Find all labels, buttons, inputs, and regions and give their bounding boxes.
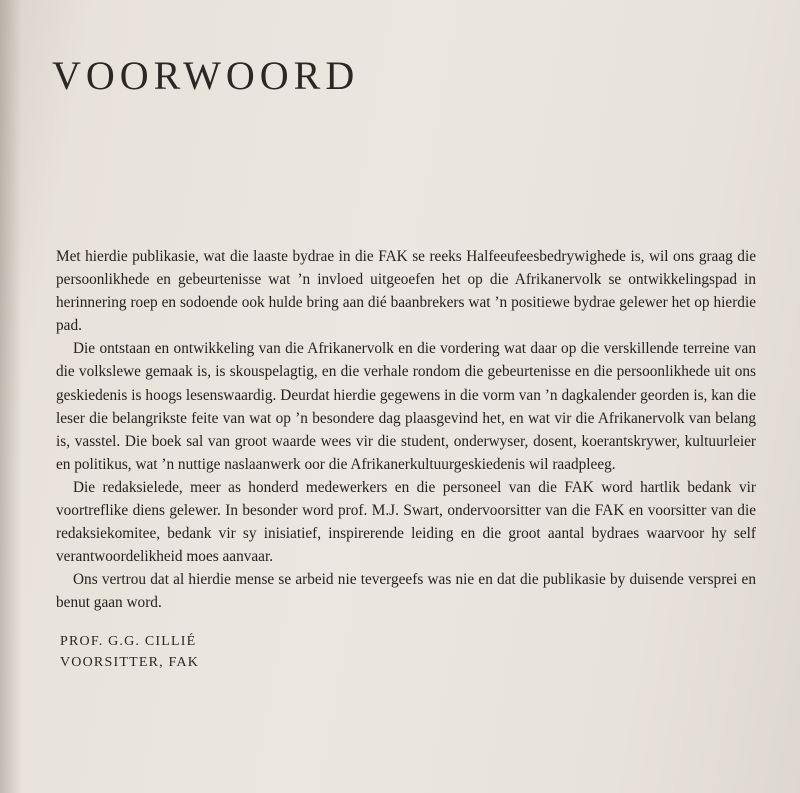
page-title: VOORWOORD <box>52 53 360 98</box>
signature-name: PROF. G.G. CILLIÉ <box>60 634 197 649</box>
paragraph-1: Met hierdie publikasie, wat die laaste bydrae in die FAK se reeks Halfeeufeesbedrywighede is, wil ons graag die persoonlikhede en gebeurtenisse wat ’n invloed uitgeoefen het op die Afrikanervolk se ontwikkelingspad in herinnering roep en sodoende ook hulde bring aan dié baanbrekers wat ’n positiewe bydrae gelewer het op hierdie pad. <box>56 248 756 335</box>
spine-shadow <box>0 0 22 793</box>
paragraph-4: Ons vertrou dat al hierdie mense se arbeid nie tevergeefs was nie en dat die publikasie by duisende versprei en benut gaan word. <box>56 571 756 612</box>
foreword-body <box>56 245 756 615</box>
paragraph-2: Die ontstaan en ontwikkeling van die Afrikanervolk en die vordering wat daar op die verskillende terreine van die volkslewe gemaak is, is skouspelagtig, en die verhale rondom die gebeurtenisse en die persoonlikhede uit ons geskiedenis is hoogs lesenswaardig. Deurdat hierdie gegewens in die vorm van ’n dagkalender georden is, kan die leser die belangrikste feite van wat op ’n besondere dag plaasgevind het, en wat vir die Afrikanervolk van belang is, vasstel. Die boek sal van groot waarde wees vir die student, onderwyser, dosent, koerantskrywer, kultuurleier en politikus, wat ’n nuttige naslaanwerk oor die Afrikanerkultuurgeskiedenis wil raadpleeg. <box>56 340 756 473</box>
paragraph-3: Die redaksielede, meer as honderd medewerkers en die personeel van die FAK word hartlik bedank vir voortreflike diens gelewer. In besonder word prof. M.J. Swart, ondervoorsitter van die FAK en voorsitter van die redaksiekomitee, bedank vir sy inisiatief, inspirerende leiding en die groot aantal bydraes waarvoor hy self verantwoordelikheid moes aanvaar. <box>56 478 756 566</box>
signature-block <box>60 631 199 673</box>
signature-role: VOORSITTER, FAK <box>60 655 200 670</box>
